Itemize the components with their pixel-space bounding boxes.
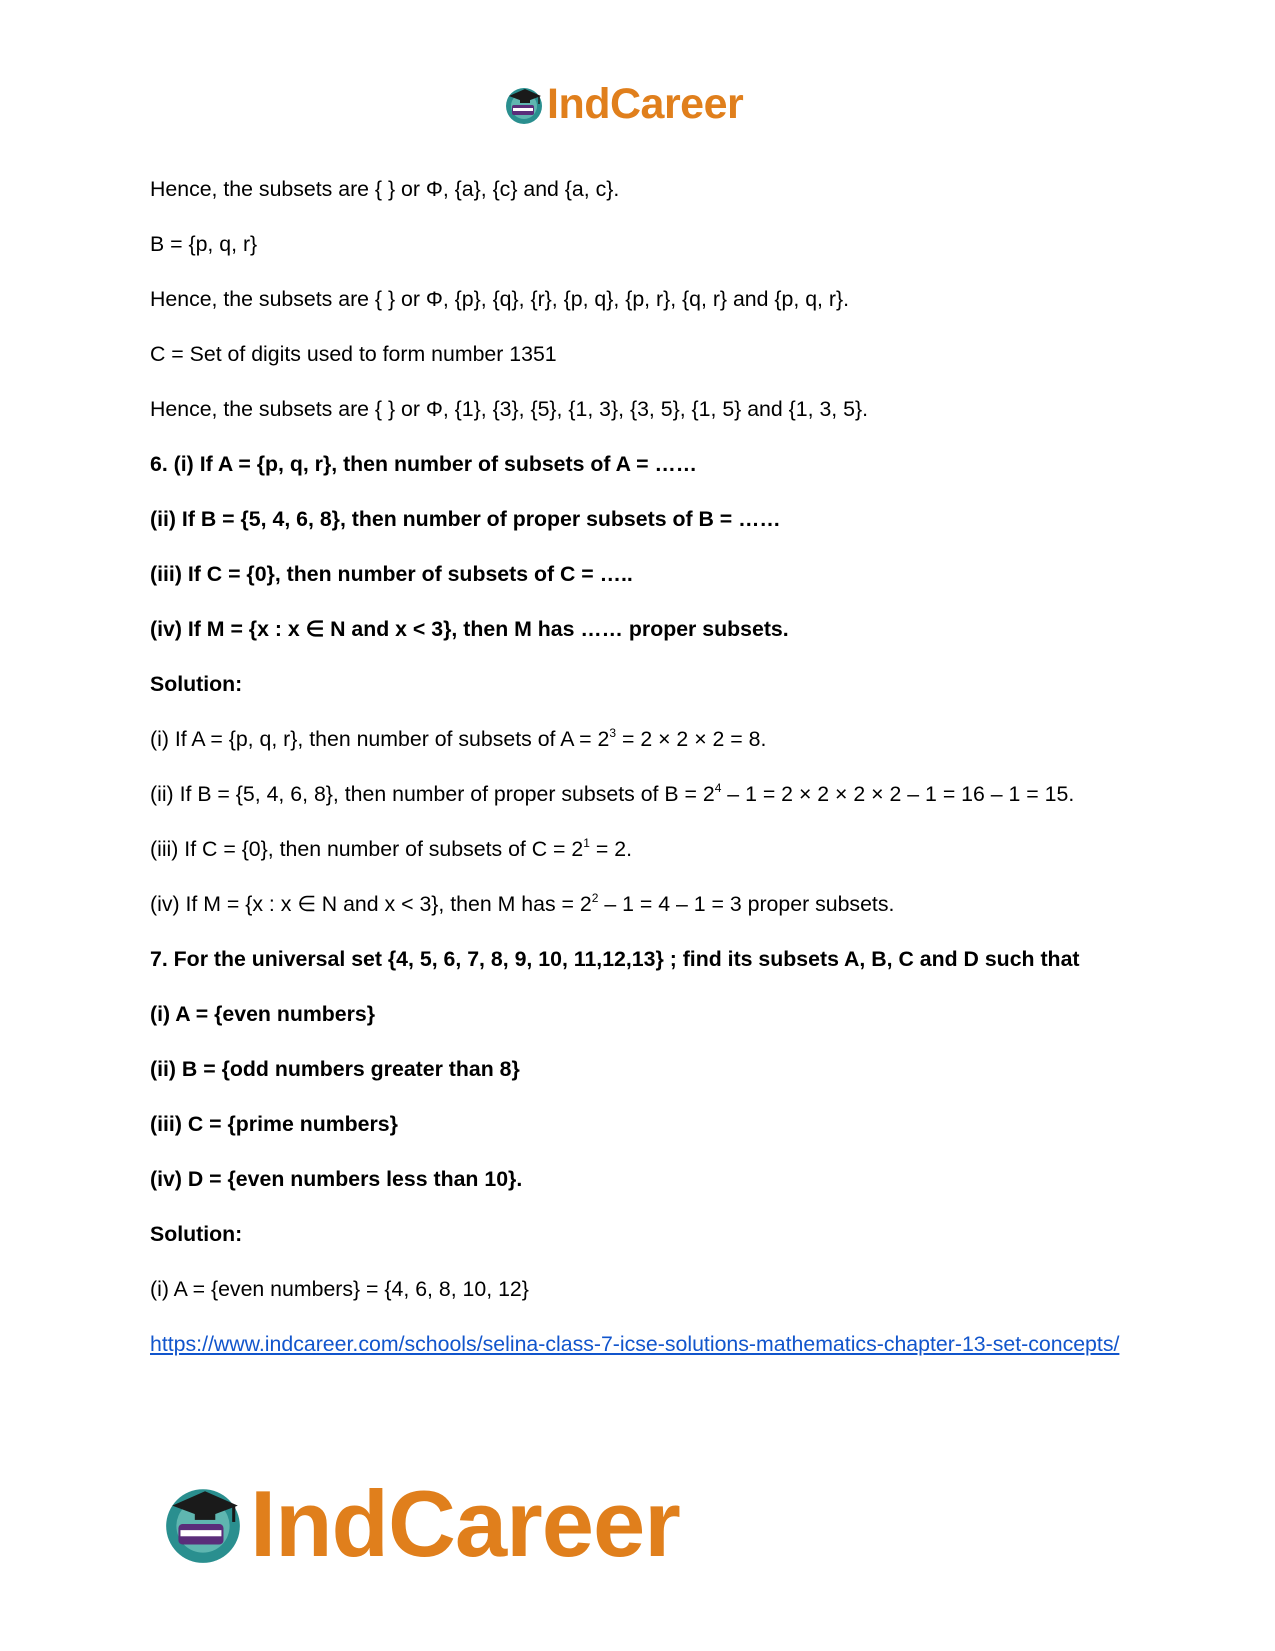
solution-label: Solution: xyxy=(150,672,243,696)
solution-6-iv xyxy=(150,889,1130,919)
exponent: 1 xyxy=(583,836,590,850)
text-line: C = Set of digits used to form number 1351 xyxy=(150,342,557,366)
exponent: 2 xyxy=(591,891,599,905)
question-6-i: 6. (i) If A = {p, q, r}, then number of subsets of A = …… xyxy=(150,452,698,476)
solution-text: (iii) If C = {0}, then number of subsets of C = 2 xyxy=(150,837,584,861)
text-line: Hence, the subsets are { } or Φ, {p}, {q}, {r}, {p, q}, {p, r}, {q, r} and {p, q, r}. xyxy=(150,287,849,311)
page-content xyxy=(150,174,1130,1384)
source-link[interactable]: https://www.indcareer.com/schools/selina-class-7-icse-solutions-mathematics-chapter-13-set-concepts/ xyxy=(150,1332,1120,1356)
text-line: B = {p, q, r} xyxy=(150,232,258,256)
question-7-iii: (iii) C = {prime numbers} xyxy=(150,1112,398,1136)
solution-text: – 1 = 4 – 1 = 3 proper subsets. xyxy=(598,892,895,916)
source-link-line xyxy=(150,1329,1130,1359)
footer-logo xyxy=(160,1470,680,1578)
logo-wordmark: IndCareer xyxy=(250,1471,680,1576)
solution-text: = 2 × 2 × 2 = 8. xyxy=(616,727,767,751)
text-line: Hence, the subsets are { } or Φ, {1}, {3}, {5}, {1, 3}, {3, 5}, {1, 5} and {1, 3, 5}. xyxy=(150,397,869,421)
solution-label: Solution: xyxy=(150,1222,243,1246)
question-6-ii: (ii) If B = {5, 4, 6, 8}, then number of proper subsets of B = …… xyxy=(150,507,781,531)
question-7-i: (i) A = {even numbers} xyxy=(150,1002,376,1026)
solution-text: (ii) If B = {5, 4, 6, 8}, then number of proper subsets of B = 2 xyxy=(150,782,715,806)
solution-6-ii xyxy=(150,779,1130,809)
question-6-iii: (iii) If C = {0}, then number of subsets of C = ….. xyxy=(150,562,633,586)
solution-7-i: (i) A = {even numbers} = {4, 6, 8, 10, 12} xyxy=(150,1277,529,1301)
text-line: Hence, the subsets are { } or Φ, {a}, {c} and {a, c}. xyxy=(150,177,620,201)
solution-text: (i) If A = {p, q, r}, then number of subsets of A = 2 xyxy=(150,727,610,751)
logo-wordmark: IndCareer xyxy=(547,80,744,128)
solution-text: – 1 = 2 × 2 × 2 × 2 – 1 = 16 – 1 = 15. xyxy=(721,782,1075,806)
solution-6-iii xyxy=(150,834,1130,864)
solution-text: = 2. xyxy=(589,837,632,861)
question-6-iv: (iv) If M = {x : x ∈ N and x < 3}, then M has …… proper subsets. xyxy=(150,617,789,641)
graduation-cap-book-globe-icon xyxy=(160,1481,246,1567)
solution-text: (iv) If M = {x : x ∈ N and x < 3}, then M has = 2 xyxy=(150,892,592,916)
question-7: 7. For the universal set {4, 5, 6, 7, 8, 9, 10, 11,12,13} ; find its subsets A, B, C and D such that xyxy=(150,947,1080,971)
exponent: 3 xyxy=(609,726,617,740)
question-7-ii: (ii) B = {odd numbers greater than 8} xyxy=(150,1057,520,1081)
graduation-cap-book-globe-icon xyxy=(503,84,545,126)
exponent: 4 xyxy=(714,781,722,795)
question-7-iv: (iv) D = {even numbers less than 10}. xyxy=(150,1167,523,1191)
solution-6-i xyxy=(150,724,1130,754)
header-logo xyxy=(503,80,743,129)
